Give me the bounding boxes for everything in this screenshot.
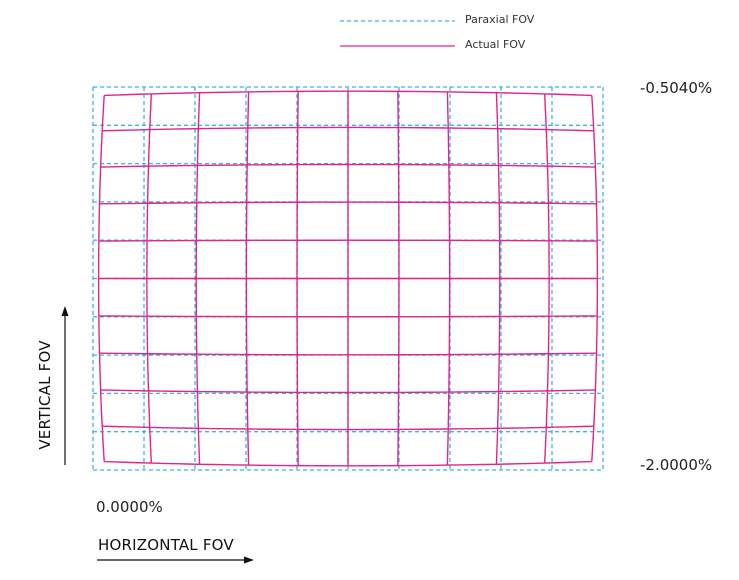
bottom-left-value: 0.0000%	[96, 498, 163, 516]
actual-grid	[99, 91, 598, 466]
legend	[340, 21, 455, 46]
legend-actual-label: Actual FOV	[465, 38, 526, 51]
legend-paraxial-label: Paraxial FOV	[465, 13, 535, 26]
top-right-value: -0.5040%	[640, 79, 713, 97]
bottom-right-value: -2.0000%	[640, 456, 713, 474]
horizontal-arrow-head-icon	[244, 557, 254, 564]
vertical-axis-label: VERTICAL FOV	[36, 340, 54, 450]
horizontal-axis-label: HORIZONTAL FOV	[98, 536, 234, 554]
vertical-arrow-head-icon	[62, 306, 69, 316]
axis-arrows	[62, 306, 255, 564]
